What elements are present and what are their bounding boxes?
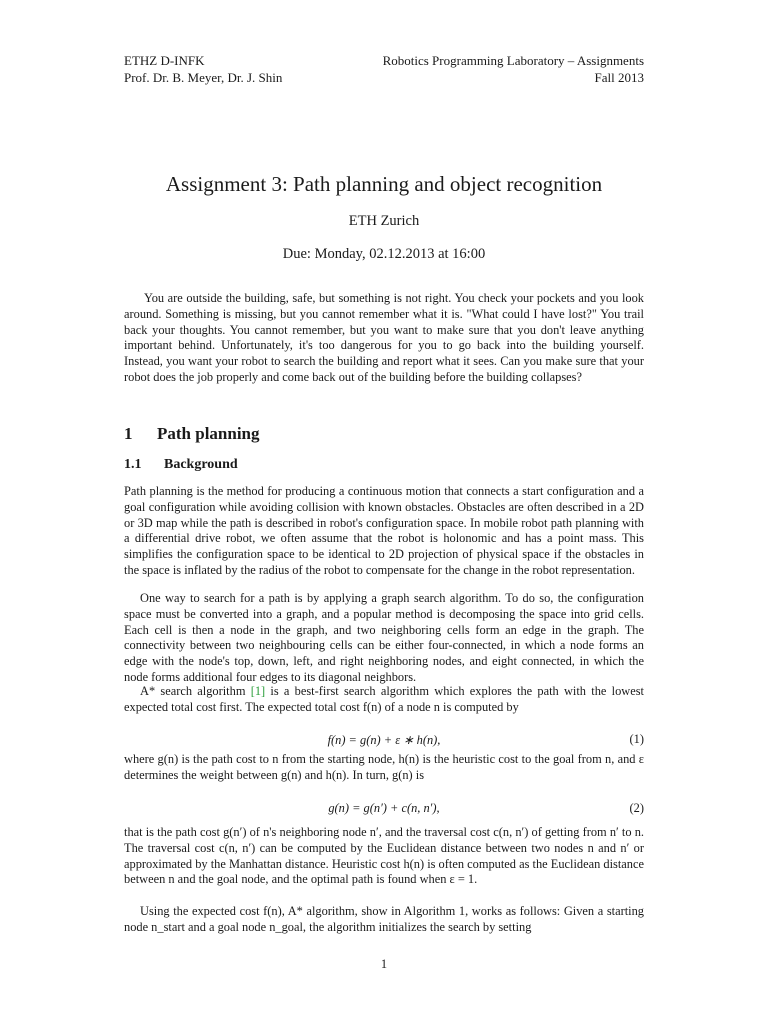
body-paragraph [124, 825, 644, 888]
subsection-title: Background [164, 457, 238, 472]
body-paragraph [124, 484, 644, 579]
header-professors: Prof. Dr. B. Meyer, Dr. J. Shin [124, 70, 283, 85]
equation-1 [124, 732, 644, 748]
paper-author: ETH Zurich [348, 213, 420, 229]
intro-paragraph: You are outside the building, safe, but something is not right. You check your pockets and you look around. Something is missing, but you cannot remember what it is. "What could I have lost?" You trail back your thoughts. You cannot remember, but you want to make sure that you don't leave anything important behind. Unfortunately, it's too dangerous for you to go back into the building yourself. Instead, you want your robot to search the building and report what it sees. Can you make sure that your robot does the job properly and come back out of the building before the building collapses? [124, 291, 644, 384]
paragraph-text [124, 684, 644, 716]
paragraph-text: where g(n) is the path cost to n from the starting node, h(n) is the heuristic cost to the goal from n, and ε determines the weight between g(n) and h(n). In turn, g(n) is [124, 752, 644, 782]
section-number: 1 [124, 424, 133, 443]
equation-expression: f(n) = g(n) + ε ∗ h(n), [327, 733, 441, 747]
paper-title: Assignment 3: Path planning and object recognition [165, 172, 603, 196]
paragraph-text: One way to search for a path is by applying a graph search algorithm. To do so, the configuration space must be converted into a graph, and a popular method is decomposing the space into grid cells. Each cell is then a node in the graph, and two neighboring cells form an edge in the graph. The connectivity between two neighbouring cells can be either four-connected, in which a node forms an edge with the node's top, down, left, and right neighboring nodes, and eight connected, in which the node forms additional four edges to its diagonal neighbors. [124, 591, 644, 684]
paragraph-text: Path planning is the method for producing a continuous motion that connects a start configuration and a goal configuration while avoiding collision with known obstacles. Obstacles are often described in a 2D or 3D map while the path is described in robot's configuration space. In mobile robot path planning with a differential drive robot, we often assume that the robot is holonomic and has a point mass. This simplifies the configuration space to be identical to 2D projection of physical space if the obstacles in the space is inflated by the radius of the robot to compensate for the change in the robot representation. [124, 484, 644, 577]
body-paragraph [124, 904, 644, 936]
body-paragraph [124, 591, 644, 686]
header-term: Fall 2013 [594, 70, 644, 85]
equation-number: (1) [629, 732, 644, 746]
paragraph-segment: A* search algorithm [140, 684, 251, 698]
body-paragraph [124, 752, 644, 784]
equation-2 [124, 801, 644, 816]
equation-expression: g(n) = g(n′) + c(n, n′), [328, 801, 440, 815]
header-course: Robotics Programming Laboratory – Assignments [382, 53, 644, 68]
section-title: Path planning [157, 424, 260, 443]
body-paragraph [124, 684, 644, 716]
paragraph-text: that is the path cost g(n′) of n's neighboring node n′, and the traversal cost c(n, n′) of getting from n′ to n. The traversal cost c(n, n′) can be computed by the Euclidean distance between two nodes n and n′ or approximated by the Manhattan distance. Heuristic cost h(n) is often computed as the Euclidean distance between n and the goal node, and the optimal path is found when ε = 1. [124, 825, 644, 887]
equation-number: (2) [629, 801, 644, 815]
due-date: Due: Monday, 02.12.2013 at 16:00 [282, 246, 486, 262]
paragraph-text: Using the expected cost f(n), A* algorithm, show in Algorithm 1, works as follows: Given a starting node n_start and a goal node n_goal, the algorithm initializes the search by setting [124, 904, 644, 934]
subsection-heading [124, 457, 238, 473]
section-heading [124, 424, 260, 444]
paragraph-segment: is a best-first search algorithm which explores the path with the lowest expected total cost first. The expected total cost f(n) of a node n is computed by [124, 684, 644, 714]
page-number: 1 [380, 957, 388, 971]
header-institution: ETHZ D-INFK [124, 53, 205, 68]
subsection-number: 1.1 [124, 457, 142, 472]
citation-link[interactable]: [1] [250, 684, 266, 698]
